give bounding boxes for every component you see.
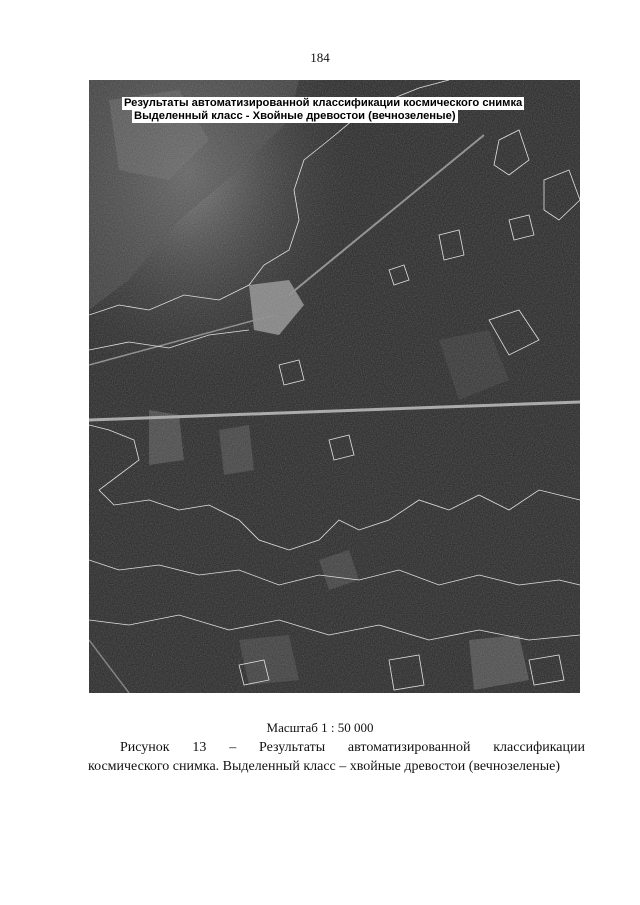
map-scale-label: Масштаб 1 : 50 000 bbox=[266, 720, 374, 735]
overlay-title-line1: Результаты автоматизированной классификации космического снимка bbox=[124, 97, 523, 109]
overlay-title-line2: Выделенный класс - Хвойные древостои (вечнозеленые) bbox=[134, 110, 456, 122]
satellite-image-icon bbox=[89, 80, 580, 693]
satellite-image-figure bbox=[89, 80, 580, 693]
page-number: 184 bbox=[310, 50, 330, 65]
figure-caption bbox=[88, 738, 585, 776]
caption-line1: Рисунок 13 – Результаты автоматизированной классификации bbox=[120, 740, 585, 755]
figure-overlay-title bbox=[122, 97, 524, 123]
caption-line2: космического снимка. Выделенный класс – хвойные древостои (вечнозеленые) bbox=[88, 759, 561, 774]
